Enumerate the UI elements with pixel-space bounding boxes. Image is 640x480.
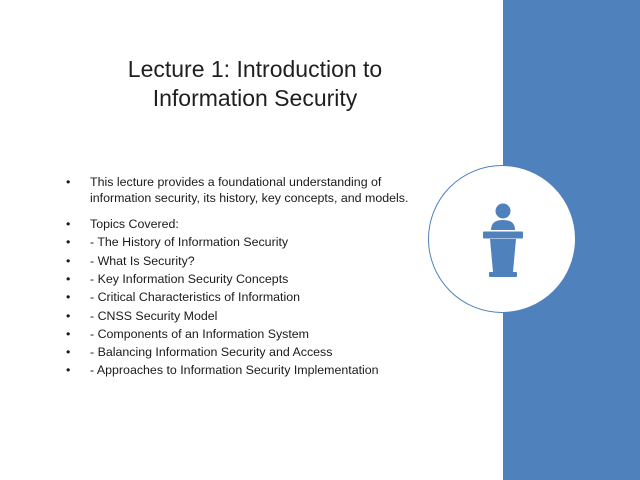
bullet-list — [66, 175, 411, 382]
bullet-marker: • — [66, 326, 71, 341]
bullet-marker: • — [66, 217, 71, 232]
topic-text: - The History of Information Security — [90, 235, 289, 250]
bullet-marker: • — [66, 363, 71, 378]
bullet-topic — [66, 327, 411, 343]
bullet-topics-heading — [66, 217, 411, 233]
topic-text: - Approaches to Information Security Implementation — [90, 363, 379, 378]
speaker-head — [496, 204, 511, 219]
slide-title — [60, 55, 450, 113]
podium-body — [490, 239, 516, 272]
topic-text: - What Is Security? — [90, 253, 195, 268]
bullet-marker: • — [66, 235, 71, 250]
bullet-topic — [66, 345, 411, 361]
bullet-intro — [66, 175, 411, 206]
bullet-topic — [66, 272, 411, 288]
bullet-topic — [66, 235, 411, 251]
bullet-marker: • — [66, 345, 71, 360]
topic-text: - Key Information Security Concepts — [90, 272, 289, 287]
podium-top — [483, 232, 523, 239]
bullet-topic — [66, 309, 411, 325]
bullet-marker: • — [66, 290, 71, 305]
title-line-1: Lecture 1: Introduction to — [127, 56, 383, 82]
speaker-shoulders — [491, 220, 515, 230]
title-line-2: Information Security — [152, 85, 358, 111]
topic-text: - Balancing Information Security and Access — [90, 345, 333, 360]
topic-text: - Components of an Information System — [90, 326, 310, 341]
bullet-topic — [66, 254, 411, 270]
bullet-topic — [66, 290, 411, 306]
lecturer-podium-icon — [482, 203, 524, 279]
bullet-marker: • — [66, 308, 71, 323]
bullet-marker: • — [66, 253, 71, 268]
topic-text: - Critical Characteristics of Information — [90, 290, 301, 305]
bullet-marker: • — [66, 272, 71, 287]
topics-heading-text: Topics Covered: — [90, 217, 179, 232]
bullet-marker: • — [66, 175, 71, 189]
bullet-intro-text: This lecture provides a foundational understanding of information security, its history, key concepts, and models. — [90, 175, 409, 205]
icon-badge-circle — [428, 165, 576, 313]
podium-base — [489, 272, 517, 277]
topic-text: - CNSS Security Model — [90, 308, 218, 323]
bullet-topic — [66, 363, 411, 379]
